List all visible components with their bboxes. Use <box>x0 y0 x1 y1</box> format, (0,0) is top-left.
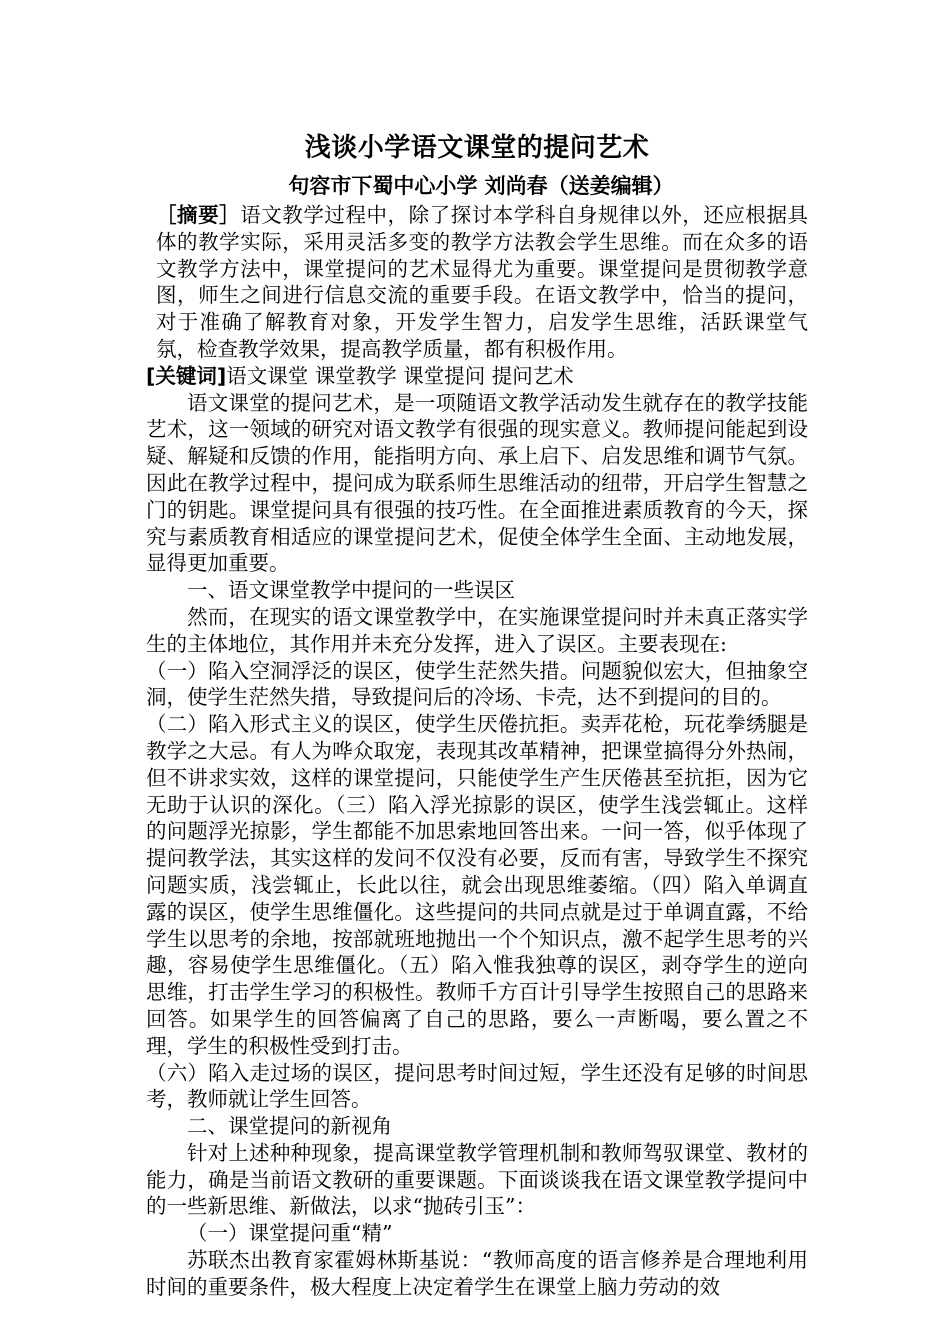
document-body <box>146 202 808 1301</box>
section-heading: 二、课堂提问的新视角 <box>187 1114 392 1139</box>
keywords-text: 语文课堂 课堂教学 课堂提问 提问艺术 <box>226 363 574 388</box>
body-paragraph: 针对上述种种现象，提高课堂教学管理机制和教师驾驭课堂、教材的能力，确是当前语文教研的重要课题。下面谈谈我在语文课堂教学提问中的一些新思维、新做法，以求“抛砖引玉”： <box>146 1140 808 1219</box>
document-page <box>146 128 808 1301</box>
abstract-label: ［摘要］ <box>156 203 241 227</box>
subsection-heading: （一）课堂提问重“精” <box>187 1221 393 1246</box>
section-heading: 一、语文课堂教学中提问的一些误区 <box>187 578 515 603</box>
body-paragraph: 苏联杰出教育家霍姆林斯基说：“教师高度的语言修养是合理地利用时间的重要条件，极大程度上决定着学生在课堂上脑力劳动的效 <box>146 1248 808 1299</box>
document-title: 浅谈小学语文课堂的提问艺术 <box>304 133 650 163</box>
body-paragraph: 然而，在现实的语文课堂教学中，在实施课堂提问时并未真正落实学生的主体地位，其作用并未充分发挥，进入了误区。主要表现在: <box>146 604 808 656</box>
keywords-label: [关键词] <box>146 363 227 388</box>
body-paragraph: 语文课堂的提问艺术，是一项随语文教学活动发生就存在的教学技能艺术，这一领域的研究对语文教学有很强的现实意义。教师提问能起到设疑、解疑和反馈的作用，能指明方向、承上启下、启发思维和调节气氛。因此在教学过程中，提问成为联系师生思维活动的纽带，开启学生智慧之门的钥匙。课堂提问具有很强的技巧性。在全面推进素质教育的今天，探究与素质教育相适应的课堂提问艺术，促使全体学生全面、主动地发展，显得更加重要。 <box>146 390 808 576</box>
keywords-paragraph <box>146 363 808 390</box>
document-author: 句容市下蜀中心小学 刘尚春（送姜编辑） <box>288 174 674 198</box>
body-paragraph: （六）陷入走过场的误区，提问思考时间过短，学生还没有足够的时间思考，教师就让学生回答。 <box>146 1060 808 1112</box>
body-paragraph: （一）陷入空洞浮泛的误区，使学生茫然失措。问题貌似宏大，但抽象空洞，使学生茫然失措，导致提问后的冷场、卡壳，达不到提问的目的。 <box>146 658 808 710</box>
body-paragraph: （二）陷入形式主义的误区，使学生厌倦抗拒。卖弄花枪，玩花拳绣腿是教学之大忌。有人为哗众取宠，表现其改革精神，把课堂搞得分外热闹，但不讲求实效，这样的课堂提问，只能使学生产生厌倦甚至抗拒，因为它无助于认识的深化。（三）陷入浮光掠影的误区，使学生浅尝辄止。这样的问题浮光掠影，学生都能不加思索地回答出来。一问一答，似乎体现了提问教学法，其实这样的发问不仅没有必要，反而有害，导致学生不探究问题实质，浅尝辄止，长此以往，就会出现思维萎缩。（四）陷入单调直露的误区，使学生思维僵化。这些提问的共同点就是过于单调直露，不给学生以思考的余地，按部就班地抛出一个个知识点，激不起学生思考的兴趣，容易使学生思维僵化。（五）陷入惟我独尊的误区，剥夺学生的逆向思维，打击学生学习的积极性。教师千方百计引导学生按照自己的思路来回答。如果学生的回答偏离了自己的思路，要么一声断喝，要么置之不理，学生的积极性受到打击。 <box>146 712 808 1058</box>
abstract-text: 语文教学过程中，除了探讨本学科自身规律以外，还应根据具体的教学实际，采用灵活多变的教学方法教会学生思维。而在众多的语文教学方法中，课堂提问的艺术显得尤为重要。课堂提问是贯彻教学意图，师生之间进行信息交流的重要手段。在语文教学中，恰当的提问，对于准确了解教育对象，开发学生智力，启发学生思维，活跃课堂气氛，检查教学效果，提高教学质量，都有积极作用。 <box>156 203 809 361</box>
abstract-paragraph <box>146 202 808 363</box>
